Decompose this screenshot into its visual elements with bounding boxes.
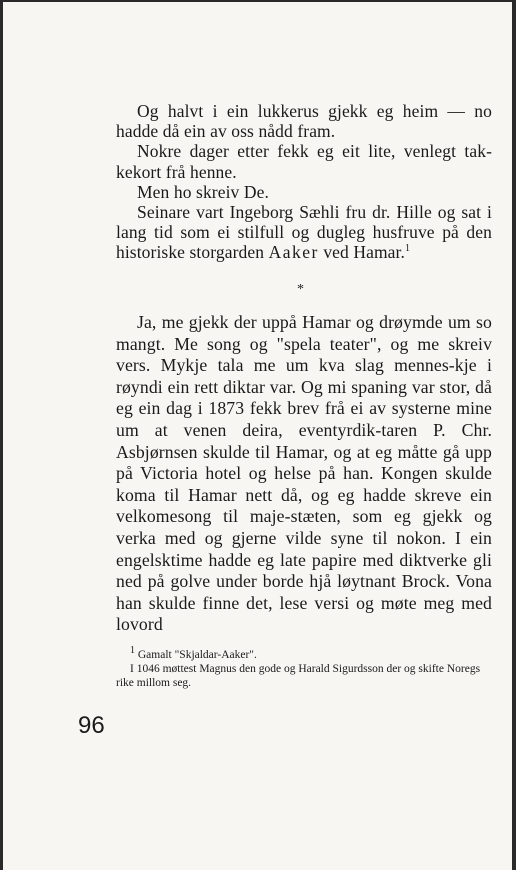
footnote-marker: 1 — [130, 645, 135, 657]
text-line: hadde då ein av oss nådd fram. — [116, 121, 336, 142]
text-line: finne det, lese versi og møte meg med lovord — [116, 592, 492, 635]
page-edge-left — [0, 0, 3, 870]
paragraph-2 — [116, 141, 492, 181]
footnote-marker: 1 — [404, 243, 411, 255]
paragraph-4 — [116, 202, 492, 263]
text-line: under borde hjå løytnant Brock. Vona han skulde — [116, 571, 493, 613]
text-line: kje i røyndi ein rett diktar var. Og mi spaning — [116, 355, 492, 397]
footnote-text: Gamalt "Skjaldar-Aaker". — [137, 649, 257, 661]
text-line: Men ho skreiv De. — [137, 181, 269, 202]
text-line: um so mangt. Me song og "spela teater", og me — [116, 312, 492, 354]
page-edge-top — [0, 0, 516, 2]
text-line: stæten, som eg gjekk og verka med og gjerne — [116, 506, 492, 548]
footnote-2 — [116, 662, 496, 690]
paragraph-block-2 — [116, 312, 492, 636]
text-line: eg late papire med diktverke gli ned på golve — [116, 549, 492, 592]
text-line: på den historiske storgarden — [116, 222, 492, 263]
text-line: han. Kongen skulde koma til Hamar nett då, — [116, 463, 492, 505]
page-edge-right — [512, 0, 516, 870]
page-number: 96 — [78, 712, 105, 739]
text-line: var stor, då eg ein dag i 1873 fekk brev frå ei — [116, 376, 492, 419]
text-line: kekort frå henne. — [116, 161, 237, 182]
text-line: og eg hadde skreve ein velkomesong til maje- — [116, 484, 492, 527]
text-line: sat i lang tid som ei stilfull og dugleg husfruve — [116, 202, 492, 243]
footnotes — [116, 645, 496, 690]
paragraph-1 — [116, 101, 492, 141]
text-line: Nokre dager etter fekk eg eit lite, venlegt tak- — [137, 141, 492, 162]
text-line: vilde syne til nokon. I ein engelsktime hadde — [116, 527, 492, 570]
footnote-text: I 1046 møttest Magnus den gode og Harald Sigurdsson der og skifte Noregs rike millom seg. — [116, 663, 481, 689]
text-line: ved Hamar. — [323, 242, 405, 263]
text-line: taren P. Chr. Asbjørnsen skulde til Hamar, og — [116, 419, 492, 462]
text-line: at eg måtte gå upp på Victoria hotel og helse på — [116, 441, 492, 484]
section-separator: * — [297, 282, 304, 297]
text-line: Ja, me gjekk der uppå Hamar og drøymde — [137, 312, 443, 332]
paragraph-block-1 — [116, 101, 492, 263]
text-line: Og halvt i ein lukkerus gjekk eg heim — no — [137, 101, 492, 121]
emphasized-word: Aaker — [268, 242, 319, 263]
paragraph-5 — [116, 312, 492, 636]
text-line: Seinare vart Ingeborg Sæhli fru dr. Hille og — [137, 202, 456, 223]
text-line: skreiv vers. Mykje tala me um kva slag mennes- — [116, 333, 493, 376]
text-line: av systerne mine um at venen deira, eventyrdik- — [116, 398, 492, 440]
paragraph-3 — [116, 182, 492, 202]
footnote-1 — [116, 645, 496, 662]
